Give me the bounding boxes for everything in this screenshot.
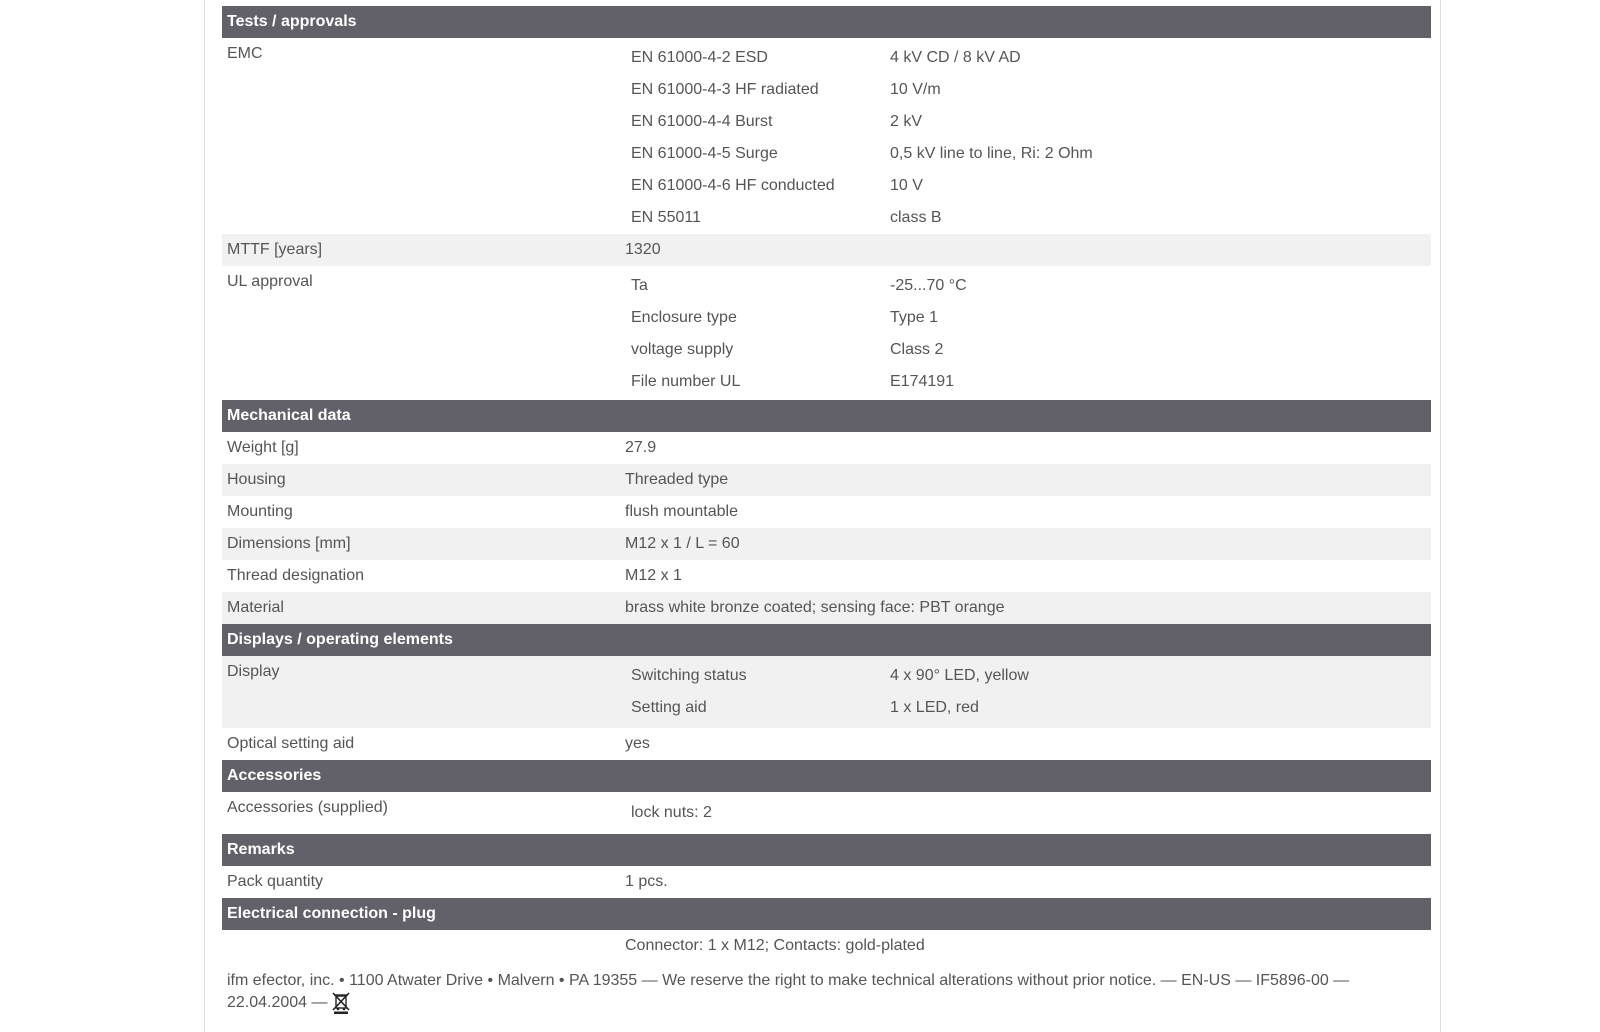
- section-header-electrical: Electrical connection - plug: [222, 898, 1431, 930]
- spec-label: Housing: [227, 471, 286, 488]
- ul-approval-row: [222, 266, 1431, 400]
- ul-item: [625, 366, 1431, 398]
- emc-item-key: EN 55011: [631, 209, 701, 226]
- mttf-label: MTTF [years]: [227, 241, 323, 258]
- ul-item-value: E174191: [890, 373, 955, 390]
- emc-item-key: EN 61000-4-3 HF radiated: [631, 81, 819, 98]
- ul-item: [625, 270, 1431, 302]
- spec-value: Threaded type: [625, 471, 729, 488]
- spec-row-mounting: [222, 496, 1431, 528]
- display-row: [222, 656, 1431, 728]
- spec-value: 1 pcs.: [625, 873, 668, 890]
- spec-label: Material: [227, 599, 284, 616]
- spec-label: Mounting: [227, 503, 293, 520]
- spec-label: Thread designation: [227, 567, 364, 584]
- emc-item-key: EN 61000-4-4 Burst: [631, 113, 773, 130]
- spec-value: Connector: 1 x M12; Contacts: gold-plated: [625, 937, 925, 954]
- ul-item-value: Class 2: [890, 341, 944, 358]
- ul-approval-label: UL approval: [227, 273, 313, 290]
- display-label: Display: [227, 663, 280, 680]
- display-item-value: 1 x LED, red: [890, 699, 979, 716]
- emc-item-value: 10 V/m: [890, 81, 941, 98]
- mttf-row: [222, 234, 1431, 266]
- spec-row-dimensions: [222, 528, 1431, 560]
- emc-item: [625, 170, 1431, 202]
- emc-item-key: EN 61000-4-6 HF conducted: [631, 177, 835, 194]
- footer-text: ifm efector, inc. • 1100 Atwater Drive • Malvern • PA 19355 — We reserve the right to make technical alterations without prior notice. — EN-US — IF5896-00 — 22.04.2004 —: [227, 972, 1350, 1012]
- ul-item-value: -25...70 °C: [890, 277, 967, 294]
- emc-label: EMC: [227, 45, 263, 62]
- electrical-connection-row: [222, 930, 1431, 962]
- spec-value: 27.9: [625, 439, 657, 456]
- spec-value: M12 x 1 / L = 60: [625, 535, 740, 552]
- spec-label: Accessories (supplied): [227, 799, 388, 816]
- spec-label: Pack quantity: [227, 873, 324, 890]
- section-header-accessories: Accessories: [222, 760, 1431, 792]
- emc-item-value: class B: [890, 209, 942, 226]
- spec-label: Optical setting aid: [227, 735, 355, 752]
- ul-item-key: voltage supply: [631, 341, 734, 358]
- display-item-value: 4 x 90° LED, yellow: [890, 667, 1029, 684]
- emc-row: [222, 38, 1431, 234]
- section-header-remarks: Remarks: [222, 834, 1431, 866]
- emc-item: [625, 74, 1431, 106]
- footer: [227, 970, 1367, 1014]
- ul-subtable: [625, 266, 1431, 400]
- display-item: [625, 660, 1431, 692]
- display-item-key: Setting aid: [631, 699, 707, 716]
- accessories-row: [222, 792, 1431, 834]
- spec-value: M12 x 1: [625, 567, 682, 584]
- spec-row-weight: [222, 432, 1431, 464]
- display-subtable: [625, 656, 1431, 728]
- ul-item: [625, 334, 1431, 366]
- emc-item-value: 4 kV CD / 8 kV AD: [890, 49, 1021, 66]
- ul-item-key: Ta: [631, 277, 648, 294]
- crossed-out-wheelie-bin-icon: [332, 992, 350, 1014]
- emc-subtable: [625, 38, 1431, 234]
- emc-item: [625, 202, 1431, 234]
- ul-item-key: Enclosure type: [631, 309, 737, 326]
- spec-value: brass white bronze coated; sensing face: PBT orange: [625, 599, 1005, 616]
- spec-row-thread: [222, 560, 1431, 592]
- section-header-mechanical: Mechanical data: [222, 400, 1431, 432]
- display-item-key: Switching status: [631, 667, 747, 684]
- emc-item: [625, 106, 1431, 138]
- spec-label: Weight [g]: [227, 439, 299, 456]
- pack-quantity-row: [222, 866, 1431, 898]
- emc-item-key: EN 61000-4-5 Surge: [631, 145, 778, 162]
- spec-value: flush mountable: [625, 503, 738, 520]
- optical-setting-aid-row: [222, 728, 1431, 760]
- mttf-value: 1320: [625, 241, 661, 258]
- emc-item-key: EN 61000-4-2 ESD: [631, 49, 768, 66]
- emc-item: [625, 42, 1431, 74]
- ul-item: [625, 302, 1431, 334]
- emc-item-value: 10 V: [890, 177, 923, 194]
- datasheet: [222, 6, 1431, 962]
- spec-value: lock nuts: 2: [631, 804, 712, 821]
- spec-label: [222, 930, 625, 962]
- emc-item-value: 2 kV: [890, 113, 923, 130]
- spec-value: yes: [625, 735, 650, 752]
- spec-row-material: [222, 592, 1431, 624]
- emc-item: [625, 138, 1431, 170]
- display-item: [625, 692, 1431, 724]
- section-header-displays: Displays / operating elements: [222, 624, 1431, 656]
- emc-item-value: 0,5 kV line to line, Ri: 2 Ohm: [890, 145, 1093, 162]
- ul-item-value: Type 1: [890, 309, 939, 326]
- section-header-tests: Tests / approvals: [222, 6, 1431, 38]
- ul-item-key: File number UL: [631, 373, 741, 390]
- spec-row-housing: [222, 464, 1431, 496]
- spec-label: Dimensions [mm]: [227, 535, 351, 552]
